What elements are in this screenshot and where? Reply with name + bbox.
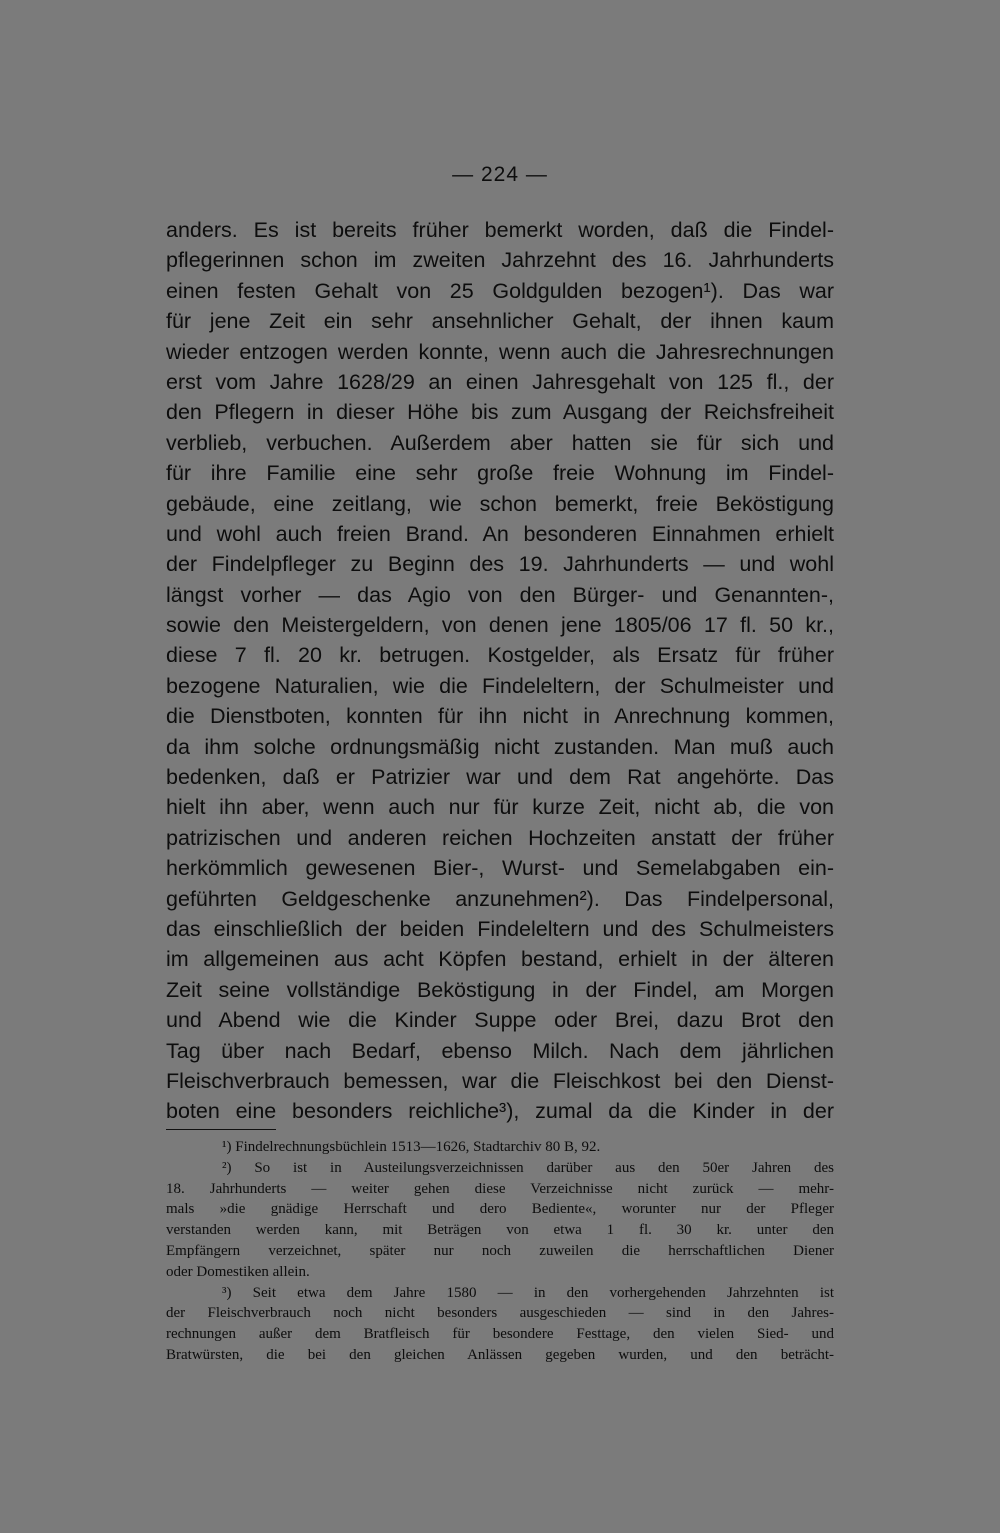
body-line: anders. Es ist bereits früher bemerkt worden, daß die Findel- (166, 218, 834, 242)
footnote-line: ³) Seit etwa dem Jahre 1580 — in den vorhergehenden Jahrzehnten ist (222, 1284, 834, 1301)
body-line: diese 7 fl. 20 kr. betrugen. Kostgelder, als Ersatz für früher (166, 643, 834, 668)
body-line: und wohl auch freien Brand. An besonderen Einnahmen erhielt (166, 521, 834, 546)
body-line: boten eine besonders reichliche³), zumal da die Kinder in der (166, 1099, 834, 1124)
footnote-line: mals »die gnädige Herrschaft und dero Bediente«, worunter nur der Pfleger (166, 1201, 834, 1218)
body-line: im allgemeinen aus acht Köpfen bestand, erhielt in der älteren (166, 947, 834, 972)
body-line: Zeit seine vollständige Beköstigung in der Findel, am Morgen (166, 977, 834, 1002)
body-line: längst vorher — das Agio von den Bürger- und Genannten-, (166, 582, 834, 607)
body-line: pflegerinnen schon im zweiten Jahrzehnt des 16. Jahrhunderts (166, 248, 834, 273)
body-line: den Pflegern in dieser Höhe bis zum Ausgang der Reichsfreiheit (166, 400, 834, 425)
body-line: Tag über nach Bedarf, ebenso Milch. Nach dem jährlichen (166, 1038, 834, 1063)
body-line: wieder entzogen werden konnte, wenn auch die Jahresrechnungen (166, 339, 834, 364)
page-number: — 224 — (452, 163, 548, 186)
body-line: Fleischverbrauch bemessen, war die Fleischkost bei den Dienst- (166, 1068, 834, 1093)
footnote-line: verstanden werden kann, mit Beträgen von etwa 1 fl. 30 kr. unter den (166, 1222, 834, 1239)
footnote-line: ²) So ist in Austeilungsverzeichnissen darüber aus den 50er Jahren des (222, 1159, 834, 1176)
body-line: patrizischen und anderen reichen Hochzeiten anstatt der früher (166, 825, 834, 850)
body-line: bedenken, daß er Patrizier war und dem Rat angehörte. Das (166, 765, 834, 790)
footnote-line: Empfängern verzeichnet, später nur noch zuweilen die herrschaftlichen Diener (166, 1242, 834, 1259)
footnote-line: der Fleischverbrauch noch nicht besonders ausgeschieden — sind in den Jahres- (166, 1305, 834, 1322)
body-line: geführten Geldgeschenke anzunehmen²). Das Findelpersonal, (166, 886, 834, 911)
body-line: die Dienstboten, konnten für ihn nicht in Anrechnung kommen, (166, 704, 834, 729)
body-line: einen festen Gehalt von 25 Goldgulden bezogen¹). Das war (166, 278, 834, 303)
footnote-line: oder Domestiken allein. (166, 1263, 310, 1280)
body-line: und Abend wie die Kinder Suppe oder Brei, dazu Brot den (166, 1008, 834, 1033)
body-line: hielt ihn aber, wenn auch nur für kurze Zeit, nicht ab, die von (166, 795, 834, 820)
body-line: der Findelpfleger zu Beginn des 19. Jahrhunderts — und wohl (166, 552, 834, 577)
body-line: für ihre Familie eine sehr große freie Wohnung im Findel- (166, 461, 834, 486)
footnote-line: 18. Jahrhunderts — weiter gehen diese Verzeichnisse nicht zurück — mehr- (166, 1180, 834, 1197)
footnote-line: rechnungen außer dem Bratfleisch für besondere Festtage, den vielen Sied- und (166, 1326, 834, 1343)
body-line: sowie den Meistergeldern, von denen jene 1805/06 17 fl. 50 kr., (166, 613, 834, 638)
footnote-line: ¹) Findelrechnungsbüchlein 1513—1626, Stadtarchiv 80 B, 92. (222, 1139, 601, 1155)
body-line: herkömmlich gewesenen Bier-, Wurst- und Semelabgaben ein- (166, 856, 834, 881)
footnote-divider (166, 1129, 276, 1130)
body-line: da ihm solche ordnungsmäßig nicht zustanden. Man muß auch (166, 734, 834, 759)
body-line: das einschließlich der beiden Findeleltern und des Schulmeisters (166, 916, 834, 941)
body-line: verblieb, verbuchen. Außerdem aber hatten sie für sich und (166, 430, 834, 455)
body-line: erst vom Jahre 1628/29 an einen Jahresgehalt von 125 fl., der (166, 369, 834, 394)
body-text (166, 215, 834, 1127)
body-line: gebäude, eine zeitlang, wie schon bemerkt, freie Beköstigung (166, 491, 834, 516)
body-line: für jene Zeit ein sehr ansehnlicher Gehalt, der ihnen kaum (166, 309, 834, 334)
body-line: bezogene Naturalien, wie die Findeleltern, der Schulmeister und (166, 673, 834, 698)
footnote-line: Bratwürsten, die bei den gleichen Anlässen gegeben wurden, und den beträcht- (166, 1346, 834, 1363)
footnotes (166, 1137, 834, 1366)
